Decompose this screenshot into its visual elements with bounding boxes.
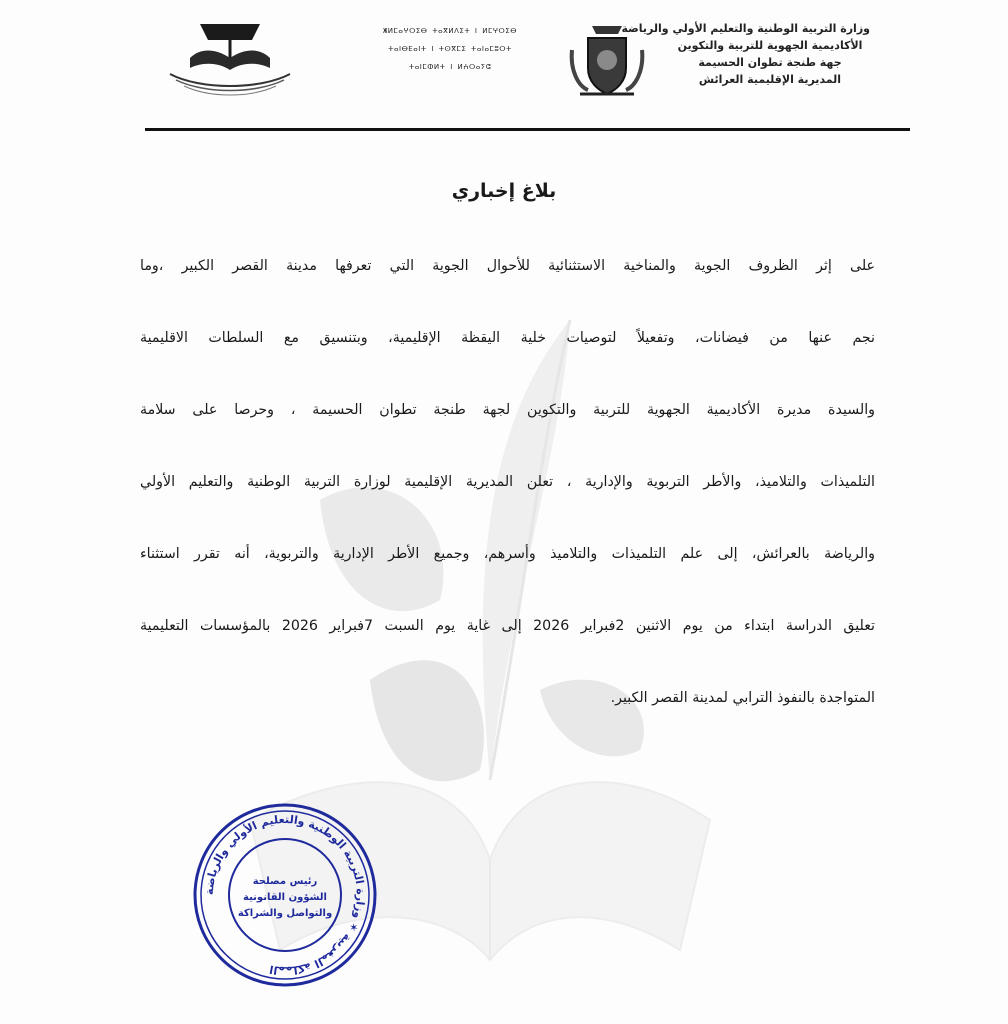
document-title: بلاغ إخباري [451, 180, 557, 202]
header-divider [145, 128, 910, 131]
body-line: التلميذات والتلاميذ، والأطر التربوية والإدارية ، تعلن المديرية الإقليمية لوزارة التربية الوطنية والتعليم الأولي [140, 474, 875, 490]
arabic-header-line: وزارة التربية الوطنية والتعليم الأولي والرياضة [621, 22, 870, 35]
stamp-inner-line: والتواصل والشراكة [237, 908, 333, 919]
body-line: والسيدة مديرة الأكاديمية الجهوية للتربية والتكوين لجهة طنجة تطوان الحسيمة ، وحرصا على سلامة [140, 402, 875, 418]
body-line: نجم عنها من فيضانات، وتفعيلاً لتوصيات خلية اليقظة الإقليمية، وبتنسيق مع السلطات الاقليمية [140, 330, 875, 346]
arabic-header-line: جهة طنجة تطوان الحسيمة [698, 56, 842, 69]
letterhead [0, 0, 1008, 130]
amazigh-line: ⵜⴰⵏⵎⵀⵍⵜ ⵏ ⵍⵄⵔⴰⵢⵛ [408, 63, 492, 71]
amazigh-line: ⵜⴰⵏⴱⴹⴰⵏⵜ ⵏ ⵜⵙⴳⵎⵉ ⵜⴰⵏⴰⵎⵓⵔⵜ [388, 45, 512, 53]
arabic-header-lines [621, 20, 870, 88]
arabic-header-line: المديرية الإقليمية العرائش [698, 73, 842, 86]
stamp-inner-line: رئيس مصلحة [252, 876, 318, 887]
amazigh-line: Жⵍⵎⴰⵖⵔⵉⴱ ⵜⴰⴳⵍⴷⵉⵜ ⵏ ⵍⵎⵖⵔⵉⴱ [383, 27, 517, 35]
body-line: على إثر الظروف الجوية والمناخية الاستثنائية للأحوال الجوية التي تعرفها مدينة القصر الكبير ،وما [140, 258, 875, 274]
amazigh-header-lines [360, 22, 540, 76]
stamp-inner-line: الشؤون القانونية [243, 892, 327, 903]
document-body [140, 250, 875, 754]
body-line: المتواجدة بالنفوذ الترابي لمدينة القصر الكبير. [610, 690, 875, 706]
body-line: تعليق الدراسة ابتداء من يوم الاثنين 2فبراير 2026 إلى غاية يوم السبت 7فبراير 2026 بالمؤسسات التعليمية [140, 618, 875, 634]
arabic-header-line: الأكاديمية الجهوية للتربية والتكوين [677, 39, 863, 52]
open-book-laurel-logo-icon [160, 18, 300, 98]
stamp-outer-text: المملكة المغربية ✶ وزارة التربية الوطنية والتعليم الأولي والرياضة [202, 812, 368, 978]
body-line: والرياضة بالعرائش، إلى علم التلميذات والتلاميذ وأسرهم، وجميع الأطر الإدارية والتربوية، أنه تقرر استثناء [140, 546, 875, 562]
official-stamp-icon [190, 800, 380, 990]
